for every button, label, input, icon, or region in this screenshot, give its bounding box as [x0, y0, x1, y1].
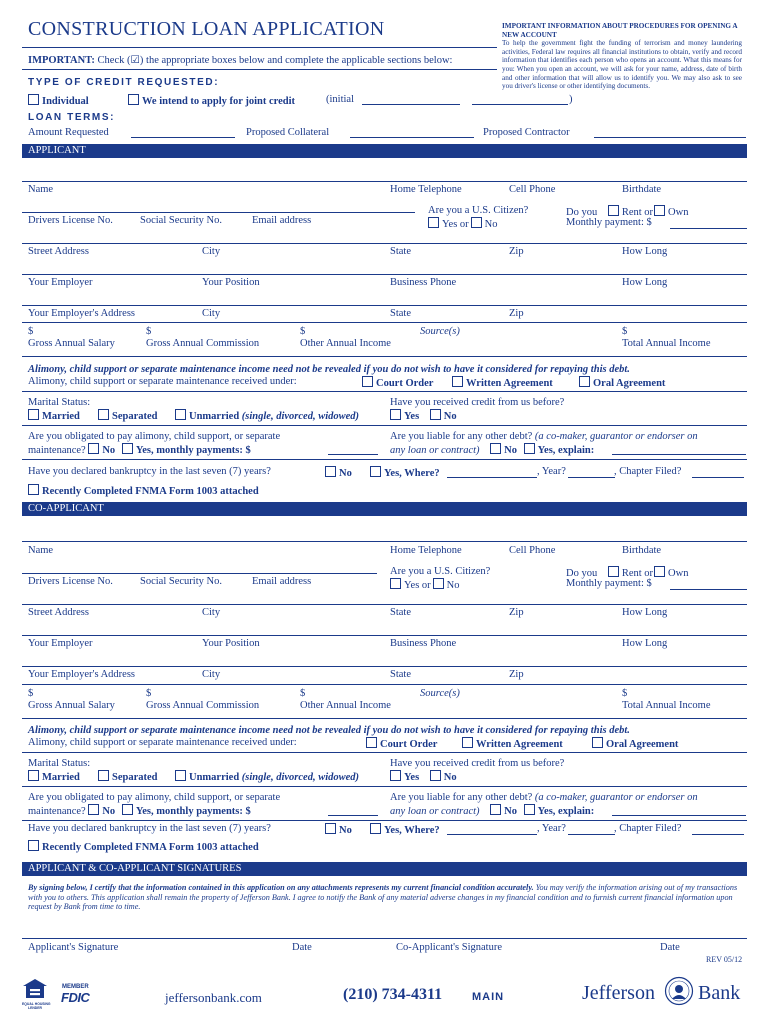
- co-monthly-payment-label: Monthly payment: $: [566, 578, 652, 589]
- house-icon: [22, 978, 48, 1000]
- co-other-income-label: Other Annual Income: [300, 700, 391, 711]
- initial-line-1[interactable]: [362, 104, 460, 105]
- liable-no-checkbox[interactable]: [490, 443, 501, 454]
- oral-agreement-option[interactable]: Oral Agreement: [579, 376, 665, 389]
- liable-yes-checkbox[interactable]: [524, 443, 535, 454]
- applicant-section-bar: APPLICANT: [22, 144, 747, 158]
- co-drivers-license-label: Drivers License No.: [28, 576, 113, 587]
- co-monthly-payment-field[interactable]: [670, 589, 747, 590]
- form-title: CONSTRUCTION LOAN APPLICATION: [28, 18, 385, 40]
- citizen-yes-checkbox[interactable]: [428, 217, 439, 228]
- separated-option[interactable]: Separated: [98, 409, 158, 422]
- amount-requested-label: Amount Requested: [28, 127, 109, 138]
- bank-name-jefferson: Jefferson: [582, 982, 655, 1004]
- co-liable-question: Are you liable for any other debt? (a co-maker, guarantor or endorser on: [390, 792, 698, 803]
- initial-label: (initial: [326, 94, 354, 105]
- rent-checkbox[interactable]: [608, 205, 619, 216]
- co-rent-own-question[interactable]: Do you Rent or Own: [566, 568, 689, 579]
- drivers-license-label: Drivers License No.: [28, 215, 113, 226]
- co-ssn-label: Social Security No.: [140, 576, 222, 587]
- married-option[interactable]: Married: [28, 409, 80, 422]
- co-separated-checkbox[interactable]: [98, 770, 109, 781]
- co-gross-salary-label: Gross Annual Salary: [28, 700, 115, 711]
- co-bankruptcy-yes-checkbox[interactable]: [370, 823, 381, 834]
- zip-label: Zip: [509, 246, 524, 257]
- citizen-no-checkbox[interactable]: [471, 217, 482, 228]
- co-obligated-options[interactable]: maintenance? No Yes, monthly payments: $: [28, 806, 251, 817]
- applicant-signature-label: Applicant's Signature: [28, 942, 119, 953]
- prev-credit-options[interactable]: Yes No: [390, 409, 457, 422]
- co-bankruptcy-no-option[interactable]: No: [325, 823, 352, 836]
- fdic-member-label: MEMBER: [62, 984, 89, 990]
- co-zip-label: Zip: [509, 607, 524, 618]
- monthly-payment-label: Monthly payment: $: [566, 217, 652, 228]
- co-email-label: Email address: [252, 576, 312, 587]
- bankruptcy-no-option[interactable]: No: [325, 466, 352, 479]
- co-citizen-no-checkbox[interactable]: [433, 578, 444, 589]
- employer-zip-label: Zip: [509, 308, 524, 319]
- proposed-contractor-label: Proposed Contractor: [483, 127, 570, 138]
- birthdate-label: Birthdate: [622, 184, 662, 195]
- co-fnma-option[interactable]: Recently Completed FNMA Form 1003 attached: [28, 840, 259, 853]
- initial-line-2[interactable]: [472, 104, 568, 105]
- co-prev-credit-options[interactable]: Yes No: [390, 770, 457, 783]
- co-obligated-question: Are you obligated to pay alimony, child support, or separate: [28, 792, 281, 803]
- unmarried-option[interactable]: Unmarried (single, divorced, widowed): [175, 409, 359, 422]
- co-liable-no-checkbox[interactable]: [490, 804, 501, 815]
- co-liable-options[interactable]: any loan or contract) No Yes, explain:: [390, 806, 595, 817]
- individual-checkbox[interactable]: [28, 94, 39, 105]
- co-separated-option[interactable]: Separated: [98, 770, 158, 783]
- alimony-received-label: Alimony, child support or separate maintenance received under:: [28, 376, 297, 387]
- married-checkbox[interactable]: [28, 409, 39, 420]
- co-alimony-received-label: Alimony, child support or separate maintenance received under:: [28, 737, 297, 748]
- coapplicant-date-label: Date: [660, 942, 680, 953]
- main-phone[interactable]: (210) 734-4311: [343, 986, 443, 1003]
- employer-state-label: State: [390, 308, 411, 319]
- written-agreement-checkbox[interactable]: [452, 376, 463, 387]
- obligated-no-checkbox[interactable]: [88, 443, 99, 454]
- co-own-checkbox[interactable]: [654, 566, 665, 577]
- signatures-section-bar: APPLICANT & CO-APPLICANT SIGNATURES: [22, 862, 747, 876]
- important-instruction: IMPORTANT: Check (☑) the appropriate boxes below and complete the applicable sections below:: [28, 55, 453, 66]
- prev-credit-no-checkbox[interactable]: [430, 409, 441, 420]
- employer-label: Your Employer: [28, 277, 93, 288]
- fnma-option[interactable]: Recently Completed FNMA Form 1003 attached: [28, 484, 259, 497]
- co-marital-status-label: Marital Status:: [28, 758, 91, 769]
- co-oral-agreement-checkbox[interactable]: [592, 737, 603, 748]
- court-order-option[interactable]: Court Order: [362, 376, 433, 389]
- loan-terms-heading: LOAN TERMS:: [28, 112, 116, 123]
- bankruptcy-yes-option[interactable]: Yes, Where?: [370, 466, 440, 479]
- co-employer-state-label: State: [390, 669, 411, 680]
- co-prev-credit-yes-checkbox[interactable]: [390, 770, 401, 781]
- rent-own-question[interactable]: Do you Rent or Own: [566, 207, 689, 218]
- applicant-date-label: Date: [292, 942, 312, 953]
- prev-credit-yes-checkbox[interactable]: [390, 409, 401, 420]
- total-income-label: Total Annual Income: [622, 338, 711, 349]
- co-bankruptcy-no-checkbox[interactable]: [325, 823, 336, 834]
- equal-housing-lender-logo: EQUAL HOUSING LENDER: [22, 978, 48, 1006]
- co-employer-zip-label: Zip: [509, 669, 524, 680]
- position-label: Your Position: [202, 277, 260, 288]
- oral-agreement-checkbox[interactable]: [579, 376, 590, 387]
- fdic-logo: FDIC: [61, 990, 90, 1005]
- income-source-label: Source(s): [420, 326, 460, 337]
- co-citizen-question: Are you a U.S. Citizen?: [390, 566, 491, 577]
- co-state-label: State: [390, 607, 411, 618]
- bankruptcy-question: Have you declared bankruptcy in the last seven (7) years?: [28, 466, 271, 477]
- co-citizen-yes-checkbox[interactable]: [390, 578, 401, 589]
- account-notice: IMPORTANT INFORMATION ABOUT PROCEDURES FOR OPENING A NEW ACCOUNT To help the government fight the funding of terrorism and money laundering activities, Federal law requires all financial institutions to obtain, verify and record information that identifies each person who opens an account. What this means for you: When you open an account, we will ask for your name, address, date of birth and other information that will allow us to identify you. We may also ask to see you driver's license or other identifying documents.: [502, 22, 742, 91]
- citizen-question: Are you a U.S. Citizen?: [428, 205, 529, 216]
- co-income-source-label: Source(s): [420, 688, 460, 699]
- co-liable-yes-checkbox[interactable]: [524, 804, 535, 815]
- co-previous-credit-label: Have you received credit from us before?: [390, 758, 565, 769]
- bankruptcy-yes-checkbox[interactable]: [370, 466, 381, 477]
- street-label: Street Address: [28, 246, 89, 257]
- main-phone-label: MAIN: [472, 991, 505, 1003]
- co-bankruptcy-yes-option[interactable]: Yes, Where?: [370, 823, 440, 836]
- court-order-checkbox[interactable]: [362, 376, 373, 387]
- obligated-question: Are you obligated to pay alimony, child support, or separate: [28, 431, 281, 442]
- employer-address-label: Your Employer's Address: [28, 308, 135, 319]
- signature-disclaimer: By signing below, I certify that the information contained in this application on any attachments represents my current financial condition accurately. You may verify the information arising out of my transactions with you to others. This application shall remain the property of Jefferson Bank. I agree to notify the Bank of any material adverse changes in my financial condition and to furnish current financial information upon request by Bank from time to time.: [28, 883, 738, 911]
- name-label: Name: [28, 184, 54, 195]
- website-link[interactable]: jeffersonbank.com: [165, 990, 262, 1005]
- joint-credit-checkbox[interactable]: [128, 94, 139, 105]
- revision-label: REV 05/12: [706, 955, 743, 964]
- co-home-phone-label: Home Telephone: [390, 545, 462, 556]
- home-phone-label: Home Telephone: [390, 184, 462, 195]
- co-obligated-yes-checkbox[interactable]: [122, 804, 133, 815]
- co-bankruptcy-question: Have you declared bankruptcy in the last seven (7) years?: [28, 823, 271, 834]
- co-obligated-no-checkbox[interactable]: [88, 804, 99, 815]
- city-label: City: [202, 246, 221, 257]
- email-label: Email address: [252, 215, 312, 226]
- own-checkbox[interactable]: [654, 205, 665, 216]
- co-how-long-label: How Long: [622, 607, 668, 618]
- obligated-options[interactable]: maintenance? No Yes, monthly payments: $: [28, 445, 251, 456]
- co-name-label: Name: [28, 545, 54, 556]
- joint-credit-option[interactable]: We intend to apply for joint credit: [128, 94, 295, 107]
- employer-how-long-label: How Long: [622, 277, 668, 288]
- liable-options[interactable]: any loan or contract) No Yes, explain:: [390, 445, 595, 456]
- written-agreement-option[interactable]: Written Agreement: [452, 376, 553, 389]
- coapplicant-section-bar: CO-APPLICANT: [22, 502, 747, 516]
- co-alimony-notice: Alimony, child support or separate maintenance income need not be revealed if you do not wish to have it considered for repaying this debt.: [28, 725, 630, 736]
- ssn-label: Social Security No.: [140, 215, 222, 226]
- credit-type-heading: TYPE OF CREDIT REQUESTED:: [28, 77, 220, 88]
- marital-status-label: Marital Status:: [28, 397, 91, 408]
- proposed-collateral-field[interactable]: [350, 137, 474, 138]
- citizen-options[interactable]: Yes or No: [428, 217, 498, 230]
- how-long-label: How Long: [622, 246, 668, 257]
- co-rent-checkbox[interactable]: [608, 566, 619, 577]
- other-income-label: Other Annual Income: [300, 338, 391, 349]
- co-unmarried-option[interactable]: Unmarried (single, divorced, widowed): [175, 770, 359, 783]
- co-total-income-label: Total Annual Income: [622, 700, 711, 711]
- proposed-collateral-label: Proposed Collateral: [246, 127, 330, 138]
- co-cell-phone-label: Cell Phone: [509, 545, 556, 556]
- co-city-label: City: [202, 607, 221, 618]
- gross-salary-label: Gross Annual Salary: [28, 338, 115, 349]
- co-business-phone-label: Business Phone: [390, 638, 457, 649]
- bank-name-bank: Bank: [698, 982, 741, 1004]
- co-prev-credit-no-checkbox[interactable]: [430, 770, 441, 781]
- previous-credit-label: Have you received credit from us before?: [390, 397, 565, 408]
- checkmark-icon: ☑: [130, 55, 140, 66]
- co-married-option[interactable]: Married: [28, 770, 80, 783]
- individual-option[interactable]: Individual: [28, 94, 89, 107]
- monthly-payment-field[interactable]: [670, 228, 747, 229]
- co-court-order-checkbox[interactable]: [366, 737, 377, 748]
- proposed-contractor-field[interactable]: [594, 137, 746, 138]
- employer-city-label: City: [202, 308, 221, 319]
- co-unmarried-checkbox[interactable]: [175, 770, 186, 781]
- state-label: State: [390, 246, 411, 257]
- jefferson-seal-icon: [664, 976, 694, 1006]
- co-birthdate-label: Birthdate: [622, 545, 662, 556]
- alimony-notice: Alimony, child support or separate maintenance income need not be revealed if you do not wish to have it considered for repaying this debt.: [28, 364, 630, 375]
- cell-phone-label: Cell Phone: [509, 184, 556, 195]
- bankruptcy-no-checkbox[interactable]: [325, 466, 336, 477]
- co-gross-commission-label: Gross Annual Commission: [146, 700, 260, 711]
- co-position-label: Your Position: [202, 638, 260, 649]
- fnma-checkbox[interactable]: [28, 484, 39, 495]
- amount-requested-field[interactable]: [131, 137, 235, 138]
- co-married-checkbox[interactable]: [28, 770, 39, 781]
- obligated-yes-checkbox[interactable]: [122, 443, 133, 454]
- co-street-label: Street Address: [28, 607, 89, 618]
- co-oral-agreement-option[interactable]: Oral Agreement: [592, 737, 678, 750]
- separated-checkbox[interactable]: [98, 409, 109, 420]
- unmarried-checkbox[interactable]: [175, 409, 186, 420]
- co-employer-label: Your Employer: [28, 638, 93, 649]
- co-written-agreement-option[interactable]: Written Agreement: [462, 737, 563, 750]
- co-fnma-checkbox[interactable]: [28, 840, 39, 851]
- coapplicant-signature-label: Co-Applicant's Signature: [396, 942, 502, 953]
- co-court-order-option[interactable]: Court Order: [366, 737, 437, 750]
- co-citizen-options[interactable]: Yes or No: [390, 578, 460, 591]
- co-employer-how-long-label: How Long: [622, 638, 668, 649]
- co-written-agreement-checkbox[interactable]: [462, 737, 473, 748]
- liable-question: Are you liable for any other debt? (a co-maker, guarantor or endorser on: [390, 431, 698, 442]
- gross-commission-label: Gross Annual Commission: [146, 338, 260, 349]
- business-phone-label: Business Phone: [390, 277, 457, 288]
- co-employer-city-label: City: [202, 669, 221, 680]
- co-employer-address-label: Your Employer's Address: [28, 669, 135, 680]
